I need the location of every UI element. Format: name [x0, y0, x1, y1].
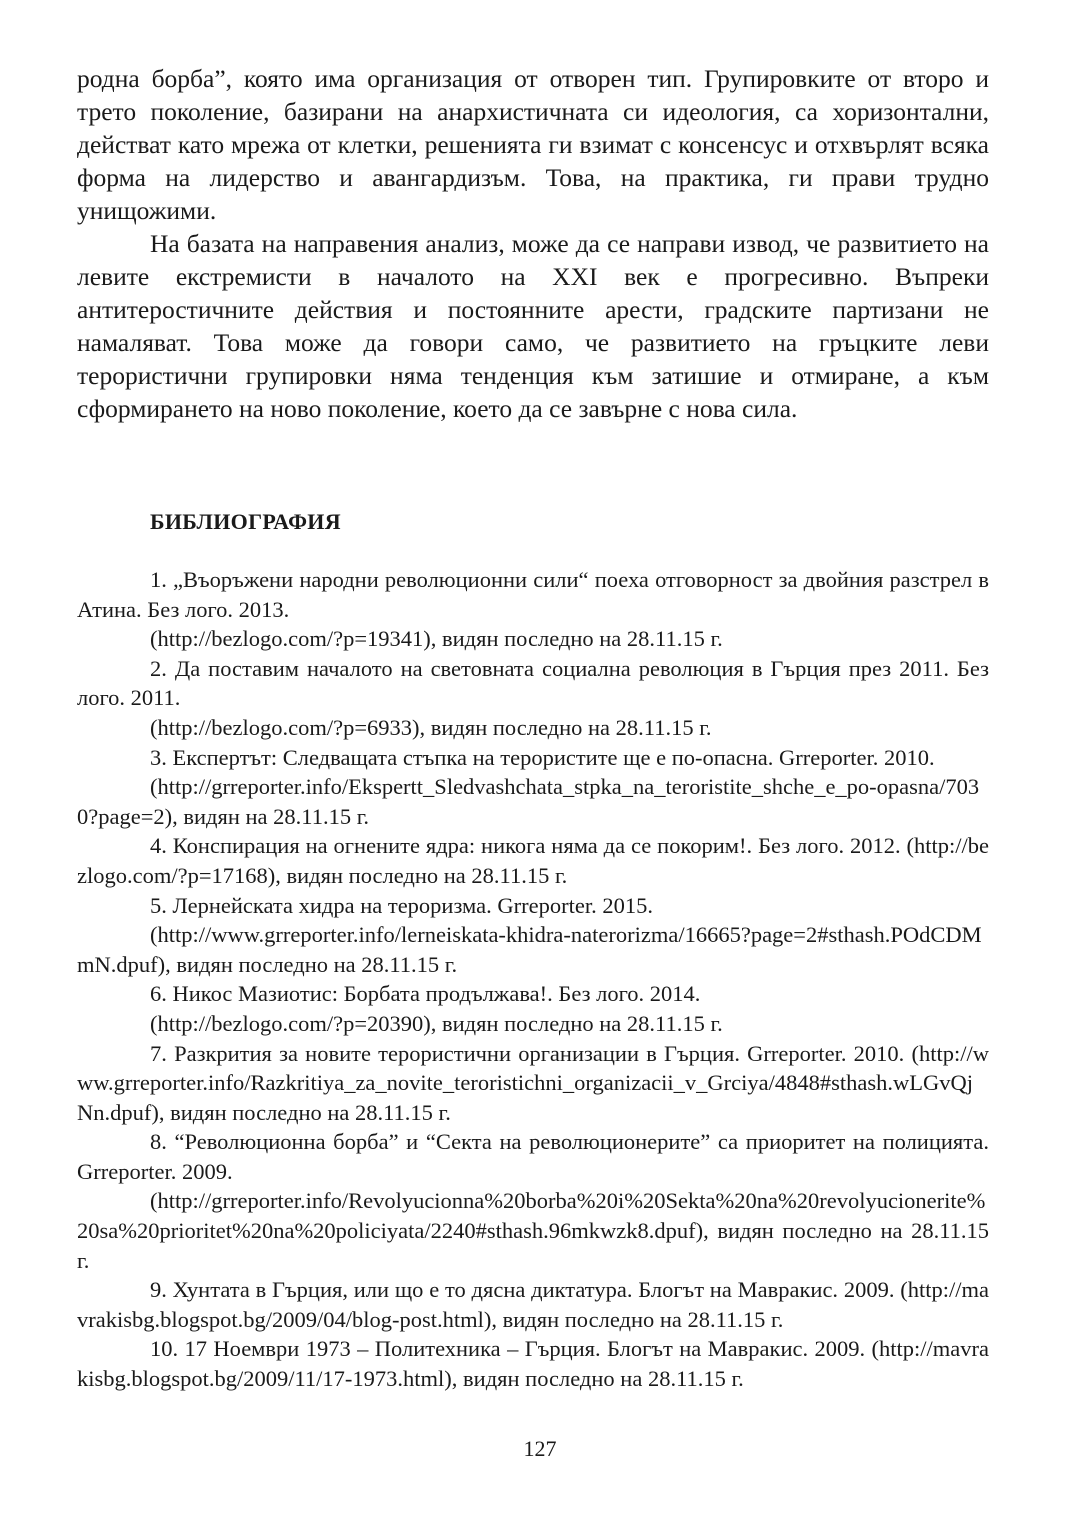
bibliography-entry-url: (http://bezlogo.com/?p=6933), видян последно на 28.11.15 г. [150, 714, 712, 740]
bibliography-entry-url: (http://grreporter.info/Revolyucionna%20borba%20i%20Sekta%20na%20revolyucionerite%20sa%20prioritet%20na%20policiyata/2240#sthash.96mkwzk8.dpuf), видян последно на 28.11.15 г. [77, 1188, 989, 1273]
bibliography-entry: 1. „Въоръжени народни революционни сили“ поеха отговорност за двойния разстрел в Атина. Без лого. 2013. [77, 567, 989, 622]
bibliography-entry-url: (http://bezlogo.com/?p=20390), видян последно на 28.11.15 г. [150, 1010, 723, 1036]
paragraph: На базата на направения анализ, може да се направи извод, че развитието на левите екстремисти в началото на XXI век е прогресивно. Въпреки антитеростичните действия и постоянните арести, градските партизани не намаляват. Това може да говори само, че развитието на гръцките леви терористични групировки няма тенденция към затишие и отмиране, а към сформирането на ново поколение, което да се завърне с нова сила. [77, 229, 989, 423]
bibliography-entry: 5. Лернейската хидра на тероризма. Grreporter. 2015. [150, 892, 653, 918]
bibliography-entry: 2. Да поставим началото на световната социална революция в Гърция през 2011. Без лого. 2011. [77, 655, 989, 711]
bibliography-entry: 3. Експертът: Следващата стъпка на терористите ще е по-опасна. Grreporter. 2010. [150, 744, 935, 770]
bibliography-entry: 10. 17 Ноември 1973 – Политехника – Гърция. Блогът на Мавракис. 2009. (http://mavrakisbg.blogspot.bg/2009/11/17-1973.html), видян последно на 28.11.15 г. [77, 1336, 989, 1392]
bibliography-entry-url: (http://grreporter.info/Ekspertt_Sledvashchata_stpka_na_teroristite_shche_e_po-opasna/7030?page=2), видян на 28.11.15 г. [77, 774, 980, 829]
bibliography-entry-url: (http://www.grreporter.info/lerneiskata-khidra-naterorizma/16665?page=2#sthash.POdCDMmN.dpuf), видян последно на 28.11.15 г. [77, 922, 982, 977]
body-text [77, 62, 989, 425]
bibliography-entry: 8. “Революционна борба” и “Секта на революционерите” са приоритет на полицията. Grreporter. 2009. [77, 1129, 989, 1184]
bibliography-entry: 9. Хунтата в Гърция, или що е то дясна диктатура. Блогът на Мавракис. 2009. (http://mavrakisbg.blogspot.bg/2009/04/blog-post.html), видян последно на 28.11.15 г. [77, 1277, 989, 1332]
bibliography-list [77, 565, 989, 1394]
page-number: 127 [523, 1436, 557, 1461]
bibliography-entry: 7. Разкрития за новите терористични организации в Гърция. Grreporter. 2010. (http://www.grreporter.info/Razkritiya_za_novite_teroristichni_organizacii_v_Grciya/4848#sthash.wLGvQjNn.dpuf), видян последно на 28.11.15 г. [77, 1040, 989, 1125]
bibliography-entry: 4. Конспирация на огнените ядра: никога няма да се покорим!. Без лого. 2012. (http://bezlogo.com/?p=17168), видян последно на 28.11.15 г. [77, 833, 989, 888]
bibliography-heading: БИБЛИОГРАФИЯ [150, 509, 341, 534]
page-content [77, 62, 989, 1394]
paragraph: родна борба”, която има организация от отворен тип. Групировките от второ и трето поколение, базирани на анархистичната си идеология, са хоризонтални, действат като мрежа от клетки, решенията ги взимат с консенсус и отхвърлят всяка форма на лидерство и авангардизъм. Това, на практика, ги прави трудно унищожими. [77, 64, 989, 225]
bibliography-entry-url: (http://bezlogo.com/?p=19341), видян последно на 28.11.15 г. [150, 626, 723, 652]
bibliography-entry: 6. Никос Мазиотис: Борбата продължава!. Без лого. 2014. [150, 981, 701, 1007]
